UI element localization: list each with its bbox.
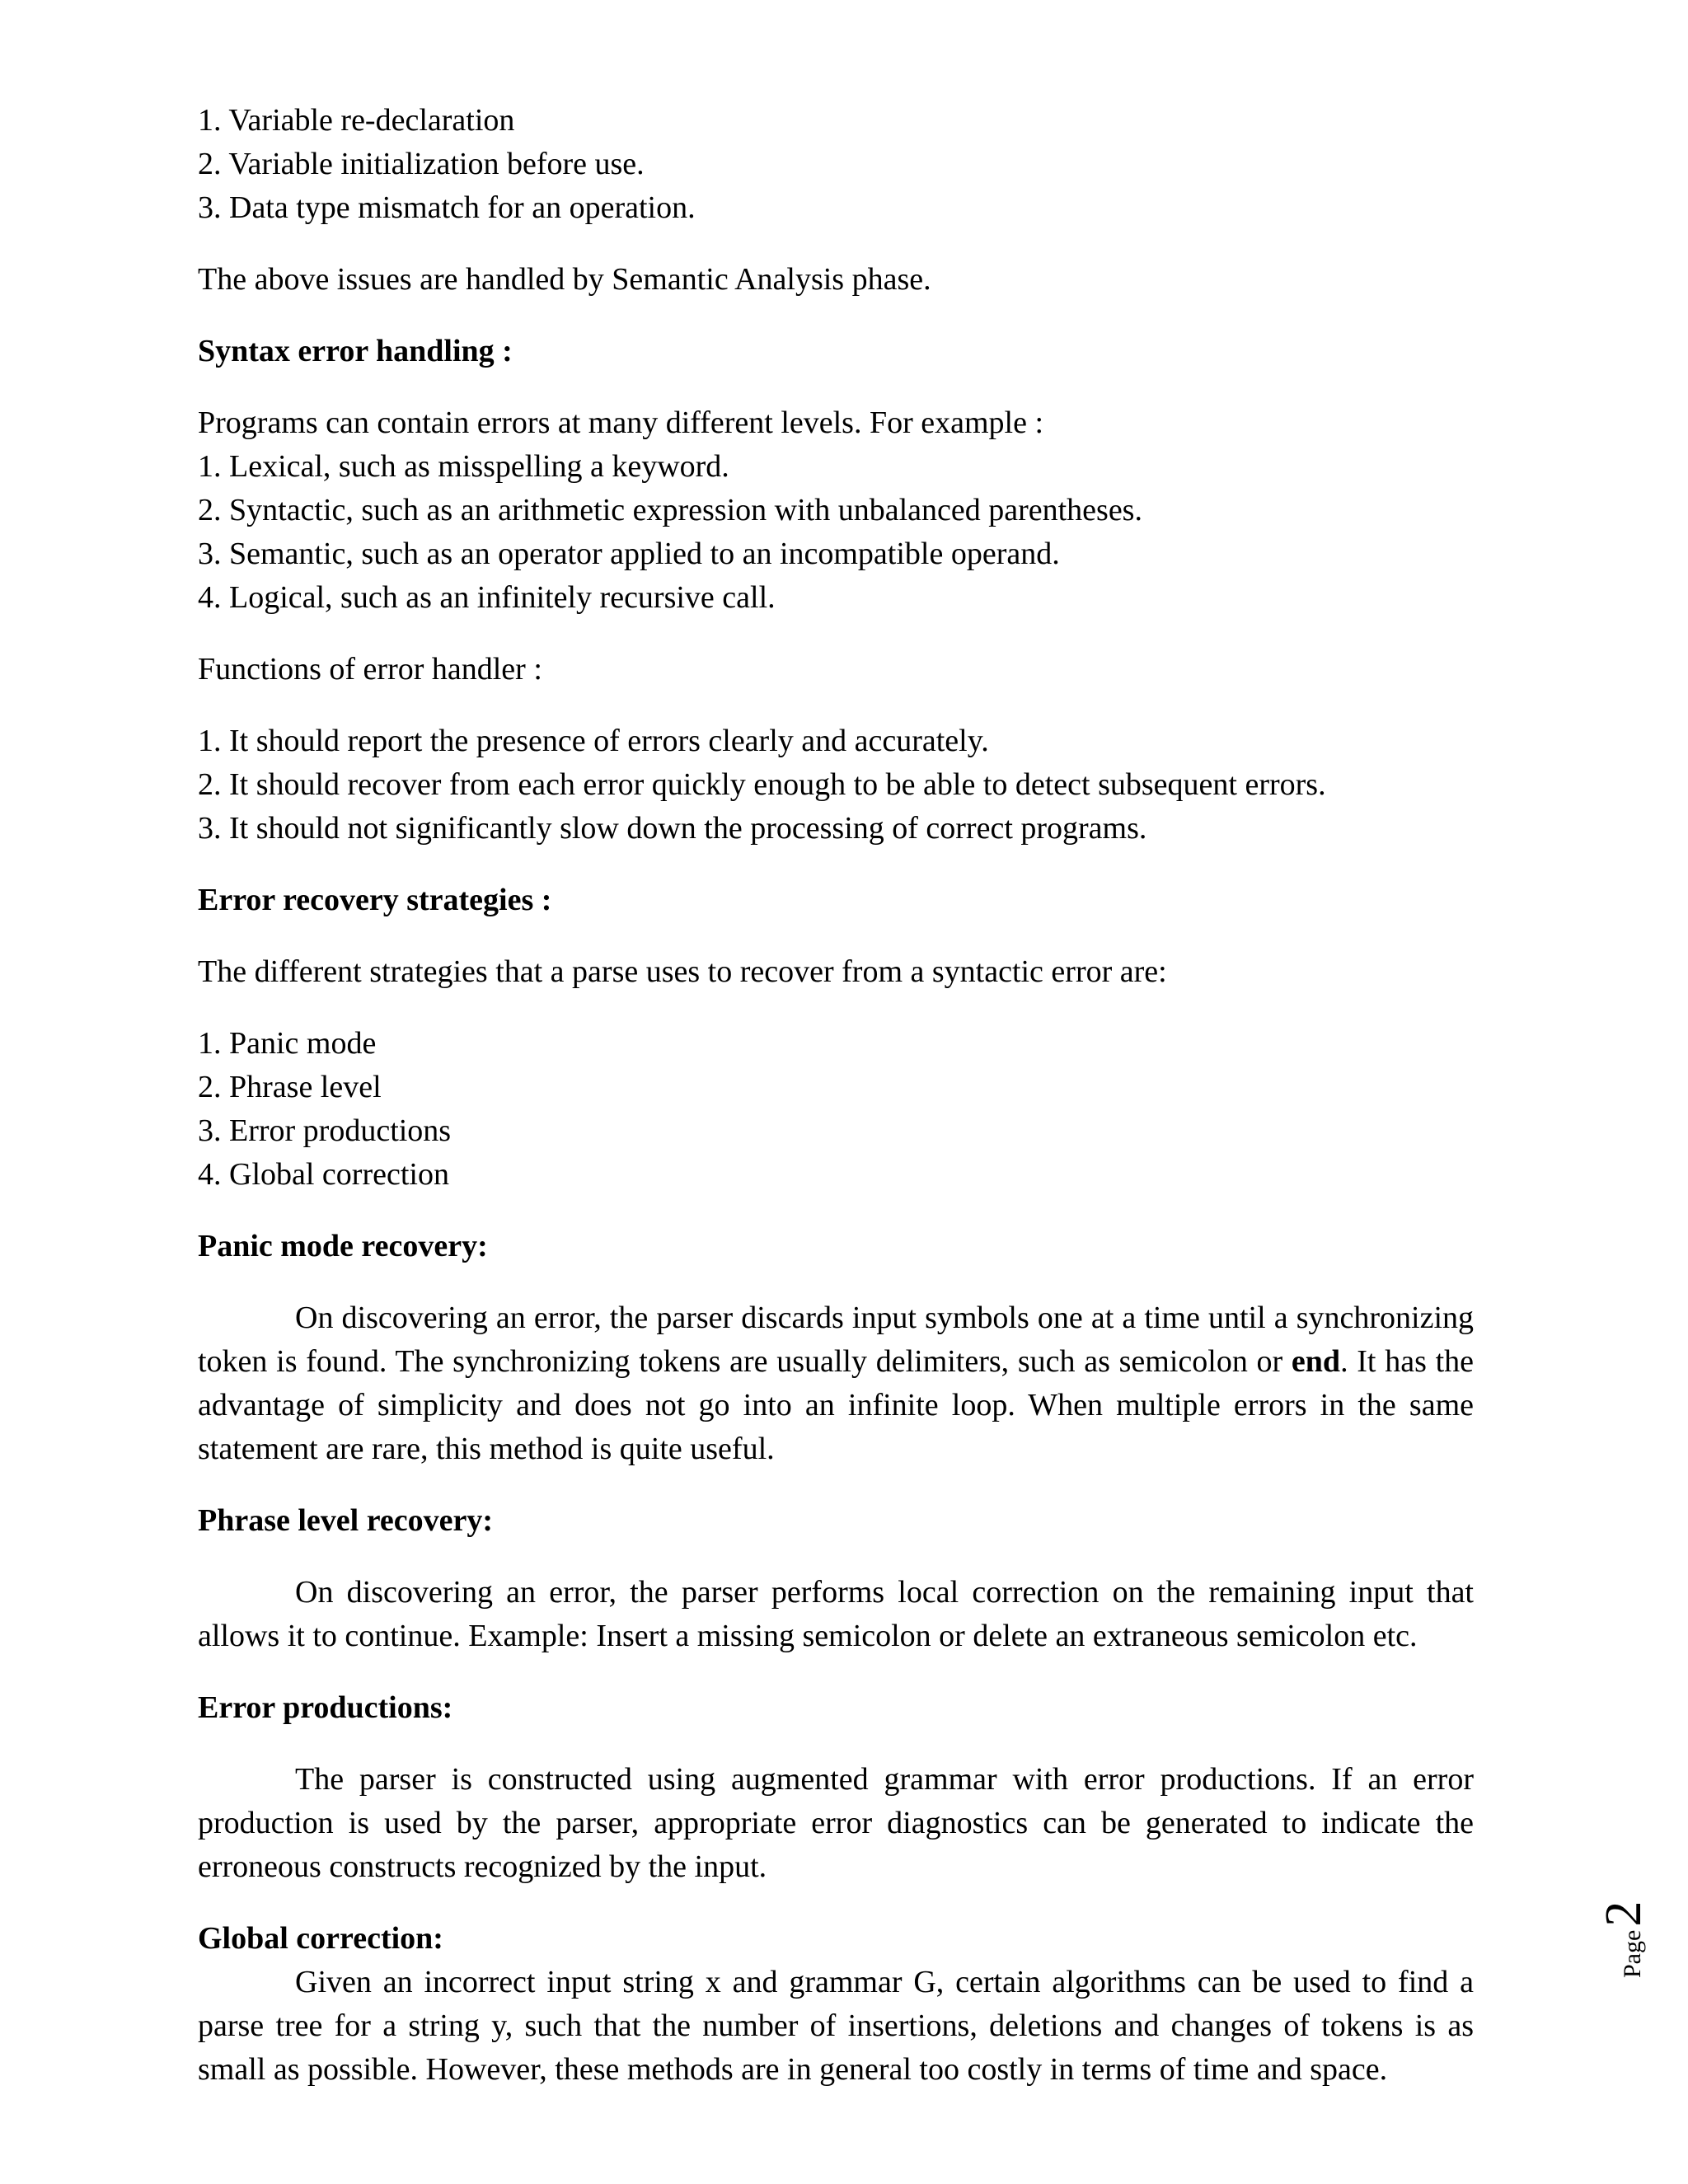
list-item: 1. Panic mode — [198, 1026, 377, 1061]
error-levels-lead: Programs can contain errors at many different levels. For example : — [198, 405, 1044, 440]
list-item: 4. Global correction — [198, 1157, 449, 1192]
list-item: 4. Logical, such as an infinitely recursive call. — [198, 580, 776, 615]
panic-paragraph — [198, 1296, 1474, 1471]
list-item: 3. Semantic, such as an operator applied to an incompatible operand. — [198, 537, 1060, 571]
panic-text-start: On discovering an error, the parser discards input symbols one at a time until a synchronizing token is found. The synchronizing tokens are usually delimiters, such as semicolon or — [198, 1301, 1474, 1379]
panic-keyword-end: end — [1291, 1344, 1341, 1379]
strategies-list — [198, 1022, 1474, 1197]
list-item: 2. Syntactic, such as an arithmetic expression with unbalanced parentheses. — [198, 493, 1142, 527]
list-item: 3. Error productions — [198, 1113, 452, 1148]
list-item: 3. It should not significantly slow down the processing of correct programs. — [198, 811, 1147, 846]
intro-list — [198, 99, 1474, 230]
list-item: 2. Variable initialization before use. — [198, 147, 645, 181]
global-paragraph: Given an incorrect input string x and grammar G, certain algorithms can be used to find a parse tree for a string y, such that the number of insertions, deletions and changes of tokens is as small as possible. However, these methods are in general too costly in terms of time and space. — [198, 1965, 1474, 2087]
list-item: 2. Phrase level — [198, 1070, 382, 1104]
syntax-heading: Syntax error handling : — [198, 334, 513, 368]
phrase-heading: Phrase level recovery: — [198, 1503, 494, 1538]
strategies-heading: Error recovery strategies : — [198, 883, 552, 917]
list-item: 3. Data type mismatch for an operation. — [198, 190, 696, 225]
list-item: 2. It should recover from each error quickly enough to be able to detect subsequent errors. — [198, 767, 1326, 802]
error-levels-list — [198, 401, 1474, 620]
document-page — [198, 99, 1474, 2092]
phrase-paragraph: On discovering an error, the parser performs local correction on the remaining input that allows it to continue. Example: Insert a missing semicolon or delete an extraneous semicolon etc. — [198, 1575, 1474, 1653]
strategies-lead: The different strategies that a parse uses to recover from a syntactic error are: — [198, 954, 1167, 989]
functions-list — [198, 719, 1474, 851]
list-item: 1. Variable re-declaration — [198, 103, 515, 138]
productions-paragraph: The parser is constructed using augmented grammar with error productions. If an error production is used by the parser, appropriate error diagnostics can be generated to indicate the erroneous constructs recognized by the input. — [198, 1762, 1474, 1884]
list-item: 1. It should report the presence of errors clearly and accurately. — [198, 724, 989, 758]
list-item: 1. Lexical, such as misspelling a keyword. — [198, 449, 729, 484]
panic-text-end: . It has the advantage of simplicity and does not go into an infinite loop. When multiple errors in the same statement are rare, this method is quite useful. — [198, 1344, 1475, 1466]
global-heading: Global correction: — [198, 1921, 443, 1956]
intro-note: The above issues are handled by Semantic Analysis phase. — [198, 262, 931, 297]
page-label: Page — [1619, 1929, 1646, 1978]
productions-heading: Error productions: — [198, 1690, 453, 1725]
panic-heading: Panic mode recovery: — [198, 1229, 488, 1263]
page-number — [1595, 1879, 1669, 1978]
page-number-value: 2 — [1596, 1900, 1652, 1927]
functions-heading: Functions of error handler : — [198, 652, 542, 687]
